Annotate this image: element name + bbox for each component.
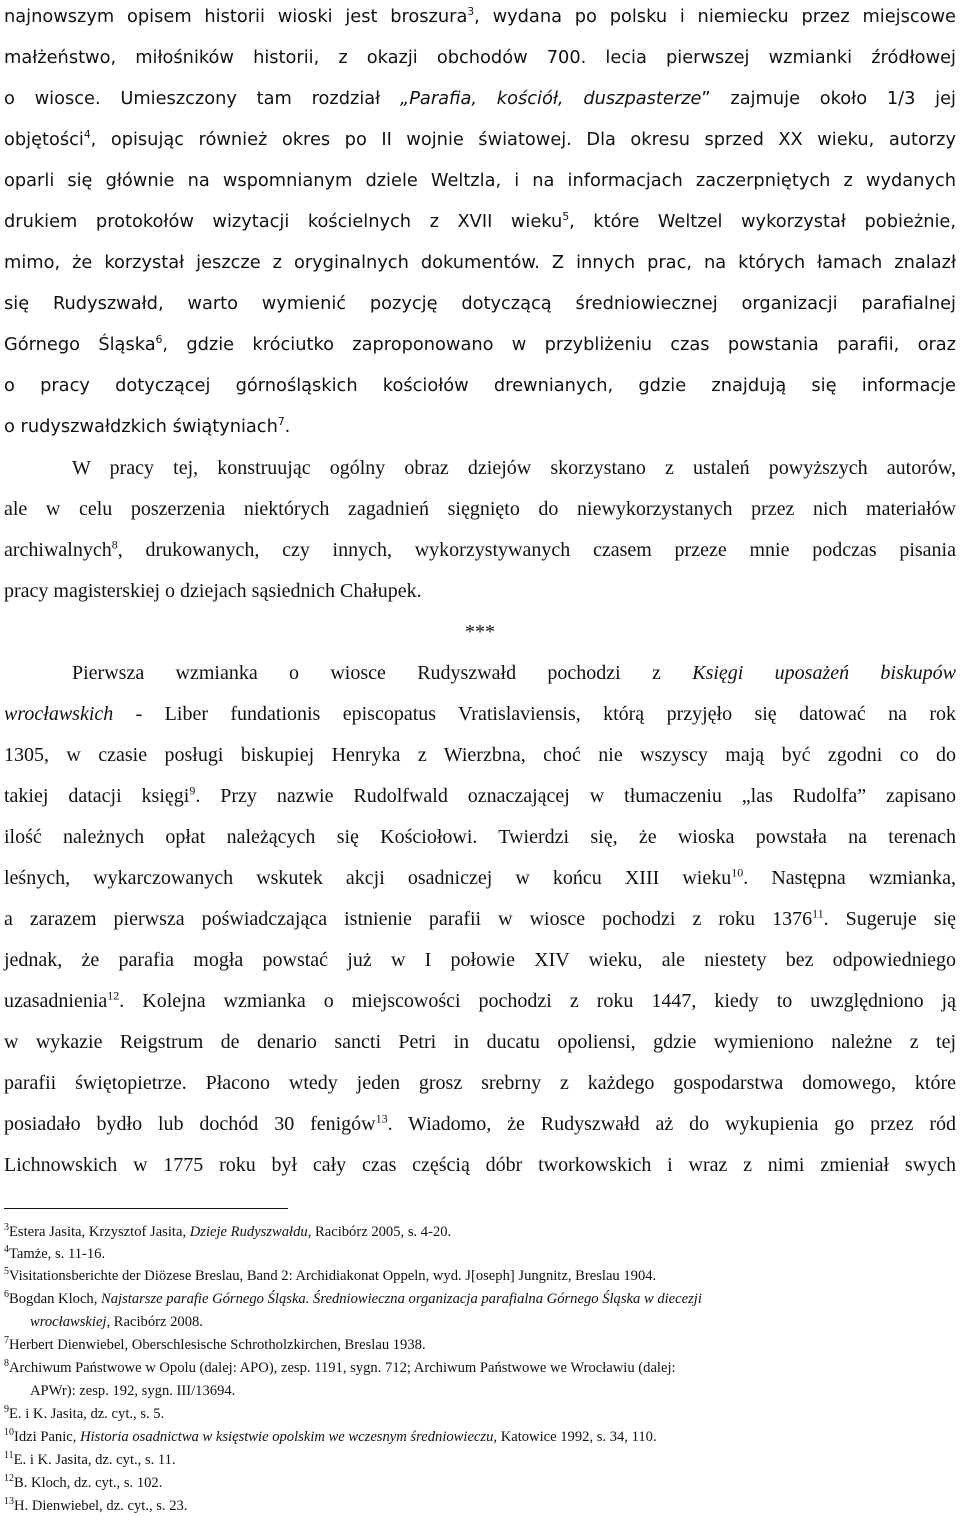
footnote-ref: 6 [155,333,163,347]
body-line: o wiosce. Umieszczony tam rozdział „Parafia, kościół, duszpasterze” zajmuje około 1/3 jej [4,88,957,109]
footnote: $^7$Herbert Dienwiebel, Oberschlesische Schrotholzkirchen, Breslau 1938. [4,1335,426,1353]
footnote-ref: 3 [467,5,475,19]
footnote-ref: 4 [83,128,91,142]
footnote: $^5$Visitationsberichte der Diözese Breslau, Band 2: Archidiakonat Oppeln, wyd. J[oseph] Jungnitz, Breslau 1904. [4,1266,657,1284]
footnote-continuation: APWr): zesp. 192, sygn. III/13694. [30,1383,236,1399]
footnote-ref: 8 [111,537,118,552]
body-line: pracy magisterskiej o dziejach sąsiednich Chałupek. [4,580,422,602]
body-line: małżeństwo, miłośników historii, z okazji obchodów 700. lecia pierwszej wzmianki źródłowej [4,47,956,68]
footnote: $^{11}$E. i K. Jasita, dz. cyt., s. 11. [4,1450,176,1468]
body-line: W pracy tej, konstruując ogólny obraz dziejów skorzystano z ustaleń powyższych autorów, [72,457,956,479]
body-line: mimo, że korzystał jeszcze z oryginalnych dokumentów. Z innych prac, na których łamach znalazł [4,252,956,273]
body-line: objętości$^4$, opisując również okres po II wojnie światowej. Dla okresu sprzed XX wieku, autorzy [4,128,957,150]
body-line: w wykazie Reigstrum de denario sancti Petri in ducatu opoliensi, gdzie wymieniono należne z tej [4,1031,956,1053]
footnote: $^4$Tamże, s. 11-16. [4,1244,106,1262]
footnote: $^{10}$Idzi Panic, Historia osadnictwa w księstwie opolskim we wczesnym średniowieczu, Katowice 1992, s. 34, 110. [4,1427,657,1445]
footnote-ref: 9 [189,783,196,798]
body-line: ale w celu poszerzenia niektórych zagadnień sięgnięto do niewykorzystanych przez nich materiałów [4,498,956,520]
body-line: o rudyszwałdzkich świątyniach$^7$. [4,415,291,437]
section-separator: *** [465,621,495,643]
body-line: jednak, że parafia mogła powstać już w I połowie XIV wieku, ale niestety bez odpowiedniego [4,949,956,971]
footnote-continuation: wrocławskiej, Racibórz 2008. [30,1314,203,1330]
body-line: Pierwsza wzmianka o wiosce Rudyszwałd pochodzi z Księgi uposażeń biskupów [72,662,956,684]
footnote: $^3$Estera Jasita, Krzysztof Jasita, Dzieje Rudyszwałdu, Racibórz 2005, s. 4-20. [4,1222,452,1240]
body-line: drukiem protokołów wizytacji kościelnych z XVII wieku$^5$, które Weltzel wykorzystał pobieżnie, [4,210,956,232]
footnote: $^9$E. i K. Jasita, dz. cyt., s. 5. [4,1404,165,1422]
footnote-ref: 5 [562,210,570,224]
body-line: 1305, w czasie posługi biskupiej Henryka z Wierzbna, choć nie wszyscy mają być zgodni co do [4,744,956,766]
body-line: najnowszym opisem historii wioski jest broszura$^3$, wydana po polsku i niemiecku przez miejscowe [4,5,956,27]
footnote: $^8$Archiwum Państwowe w Opolu (dalej: APO), zesp. 1191, sygn. 712; Archiwum Państwowe we Wrocławiu (dalej: [4,1358,676,1376]
body-line: posiadało bydło lub dochód 30 fenigów$^{13}$. Wiadomo, że Rudyszwałd aż do wykupienia go przez ród [4,1111,956,1135]
body-line: się Rudyszwałd, warto wymienić pozycję dotyczącą średniowiecznej organizacji parafialnej [4,293,956,314]
footnote-separator [4,1208,288,1209]
footnote-ref: 12 [107,988,120,1003]
body-line: uzasadnienia$^{12}$. Kolejna wzmianka o miejscowości pochodzi z roku 1447, kiedy to uwzględniono ją [4,988,956,1012]
body-line: archiwalnych$^8$, drukowanych, czy innych, wykorzystywanych czasem przeze mnie podczas pisania [4,537,956,561]
footnote-ref: 10 [731,865,744,880]
body-line: takiej datacji księgi$^9$. Przy nazwie Rudolfwald oznaczającej w tłumaczeniu „las Rudolfa” zapisano [4,783,957,807]
body-line: Lichnowskich w 1775 roku był cały czas częścią dóbr tworkowskich i wraz z nimi zmieniał swych [4,1154,956,1176]
body-line: o pracy dotyczącej górnośląskich kościołów drewnianych, gdzie znajdują się informacje [4,375,956,396]
footnote: $^{13}$H. Dienwiebel, dz. cyt., s. 23. [4,1496,188,1514]
body-line: ilość należnych opłat należących się Kościołowi. Twierdzi się, że wioska powstała na terenach [4,826,956,848]
footnote: $^6$Bogdan Kloch, Najstarsze parafie Górnego Śląska. Średniowieczna organizacja parafialna Górnego Śląska w diecezji [4,1289,702,1307]
footnote-ref: 13 [375,1111,388,1126]
body-line: Górnego Śląska$^6$, gdzie króciutko zaproponowano w przybliżeniu czas powstania parafii, oraz [4,333,956,355]
body-line: a zarazem pierwsza poświadczająca istnienie parafii w wiosce pochodzi z roku 1376$^{11}$. Sugeruje się [4,906,956,930]
footnote-ref: 7 [277,415,285,429]
body-line: oparli się głównie na wspomnianym dziele Weltzla, i na informacjach zaczerpniętych z wydanych [4,170,956,191]
body-line: leśnych, wykarczowanych wskutek akcji osadniczej w końcu XIII wieku$^{10}$. Następna wzmianka, [4,865,956,889]
body-line: wrocławskich - Liber fundationis episcopatus Vratislaviensis, którą przyjęło się datować na rok [4,703,956,725]
footnote-ref: 11 [812,906,824,921]
body-line: parafii świętopietrze. Płacono wtedy jeden grosz srebrny z każdego gospodarstwa domowego, które [4,1072,956,1094]
footnote: $^{12}$B. Kloch, dz. cyt., s. 102. [4,1473,163,1491]
